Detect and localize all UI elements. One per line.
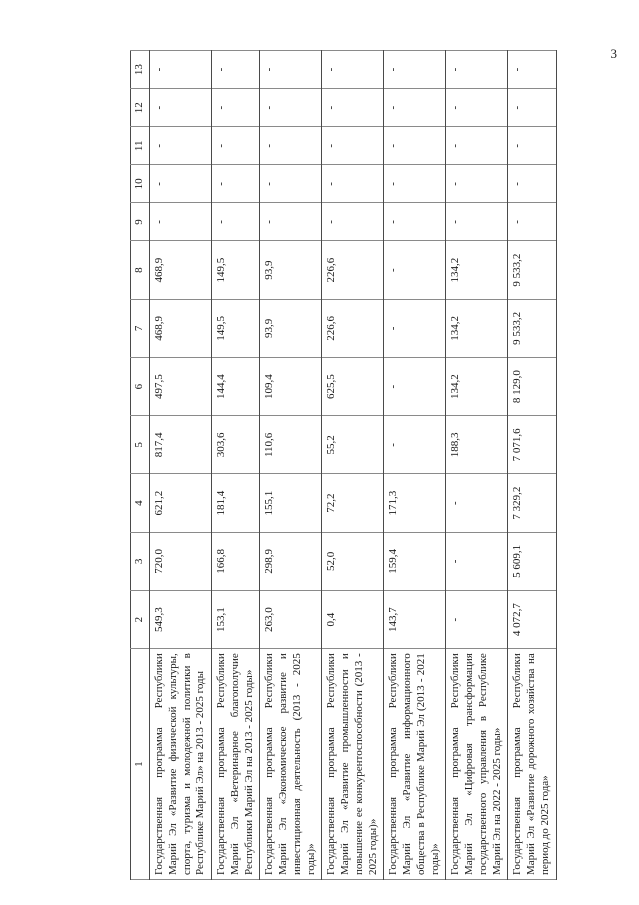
header-row [131,51,150,880]
value-cell: - [212,203,260,241]
value-cell: 303,6 [212,416,260,474]
value-cell: 263,0 [260,590,322,648]
program-name-cell: Государственная программа Республики Марий Эл «Развитие дорожного хозяйства на период до 2025 года» [508,649,556,880]
value-cell: - [212,51,260,89]
value-cell: 93,9 [260,241,322,299]
value-cell: 153,1 [212,590,260,648]
value-cell: - [384,51,446,89]
value-cell: - [384,416,446,474]
value-cell: 155,1 [260,474,322,532]
value-cell: 166,8 [212,532,260,590]
value-cell: - [384,203,446,241]
value-cell: - [384,357,446,415]
value-cell: 817,4 [150,416,212,474]
value-cell: 720,0 [150,532,212,590]
value-cell: - [322,89,384,127]
column-header: 6 [131,357,150,415]
value-cell: 149,5 [212,241,260,299]
value-cell: 93,9 [260,299,322,357]
value-cell: - [446,51,508,89]
value-cell: 134,2 [446,299,508,357]
value-cell: 9 533,2 [508,299,556,357]
value-cell: - [260,89,322,127]
value-cell: 7 329,2 [508,474,556,532]
program-name-cell: Государственная программа Республики Марий Эл «Цифровая трансформация государственного управления в Республике Марий Эл на 2022 - 2025 годы» [446,649,508,880]
column-header: 7 [131,299,150,357]
value-cell: 143,7 [384,590,446,648]
table-row [212,51,260,880]
column-header: 13 [131,51,150,89]
value-cell: 134,2 [446,357,508,415]
value-cell: 5 609,1 [508,532,556,590]
column-header: 12 [131,89,150,127]
value-cell: 7 071,6 [508,416,556,474]
value-cell: 468,9 [150,241,212,299]
value-cell: - [384,89,446,127]
column-header: 9 [131,203,150,241]
value-cell: - [322,165,384,203]
value-cell: - [508,127,556,165]
value-cell: 621,2 [150,474,212,532]
column-header: 10 [131,165,150,203]
budget-table [130,50,557,880]
value-cell: - [212,89,260,127]
value-cell: 159,4 [384,532,446,590]
value-cell: 226,6 [322,299,384,357]
value-cell: 55,2 [322,416,384,474]
table-row [446,51,508,880]
program-name-cell: Государственная программа Республики Марий Эл «Развитие промышленности и повышение ее конкурентоспособности (2013 - 2025 годы)» [322,649,384,880]
page-number: 3 [610,46,617,61]
value-cell: - [384,241,446,299]
value-cell: 8 129,0 [508,357,556,415]
value-cell: - [508,203,556,241]
value-cell: - [150,127,212,165]
column-header: 4 [131,474,150,532]
column-header: 3 [131,532,150,590]
value-cell: 144,4 [212,357,260,415]
value-cell: - [322,51,384,89]
value-cell: - [260,165,322,203]
rotated-table-container [130,50,625,880]
value-cell: 549,3 [150,590,212,648]
value-cell: 72,2 [322,474,384,532]
value-cell: - [446,532,508,590]
program-name-cell: Государственная программа Республики Марий Эл «Экономическое развитие и инвестиционная деятельность (2013 - 2025 годы)» [260,649,322,880]
table-body [150,51,557,880]
value-cell: - [446,127,508,165]
value-cell: 468,9 [150,299,212,357]
program-name-cell: Государственная программа Республики Марий Эл «Развитие информационного общества в Республике Марий Эл (2013 - 2021 годы)» [384,649,446,880]
value-cell: 171,3 [384,474,446,532]
table-row [384,51,446,880]
value-cell: 134,2 [446,241,508,299]
table-row [150,51,212,880]
value-cell: - [446,590,508,648]
value-cell: - [384,299,446,357]
column-header: 11 [131,127,150,165]
value-cell: 497,5 [150,357,212,415]
value-cell: - [446,89,508,127]
value-cell: - [384,165,446,203]
value-cell: - [150,89,212,127]
value-cell: - [384,127,446,165]
column-header: 5 [131,416,150,474]
program-name-cell: Государственная программа Республики Марий Эл «Ветеринарное благополучие Республики Марий Эл на 2013 - 2025 годы» [212,649,260,880]
value-cell: 226,6 [322,241,384,299]
value-cell: - [446,165,508,203]
column-header: 8 [131,241,150,299]
value-cell: - [260,203,322,241]
value-cell: - [508,51,556,89]
value-cell: - [260,127,322,165]
program-name-cell: Государственная программа Республики Марий Эл «Развитие физической культуры, спорта, туризма и молодежной политики в Республике Марий Эл» на 2013 - 2025 годы [150,649,212,880]
value-cell: - [446,474,508,532]
value-cell: 4 072,7 [508,590,556,648]
value-cell: - [508,89,556,127]
value-cell: - [322,127,384,165]
value-cell: - [150,203,212,241]
value-cell: - [322,203,384,241]
value-cell: - [446,203,508,241]
value-cell: 625,5 [322,357,384,415]
value-cell: 181,4 [212,474,260,532]
value-cell: 188,3 [446,416,508,474]
value-cell: 0,4 [322,590,384,648]
table-row [322,51,384,880]
value-cell: - [260,51,322,89]
table-row [508,51,556,880]
column-header: 1 [131,649,150,880]
value-cell: 52,0 [322,532,384,590]
value-cell: 109,4 [260,357,322,415]
column-header: 2 [131,590,150,648]
value-cell: - [212,165,260,203]
value-cell: 9 533,2 [508,241,556,299]
value-cell: - [150,51,212,89]
value-cell: 298,9 [260,532,322,590]
value-cell: 110,6 [260,416,322,474]
table-row [260,51,322,880]
value-cell: 149,5 [212,299,260,357]
value-cell: - [150,165,212,203]
value-cell: - [508,165,556,203]
value-cell: - [212,127,260,165]
